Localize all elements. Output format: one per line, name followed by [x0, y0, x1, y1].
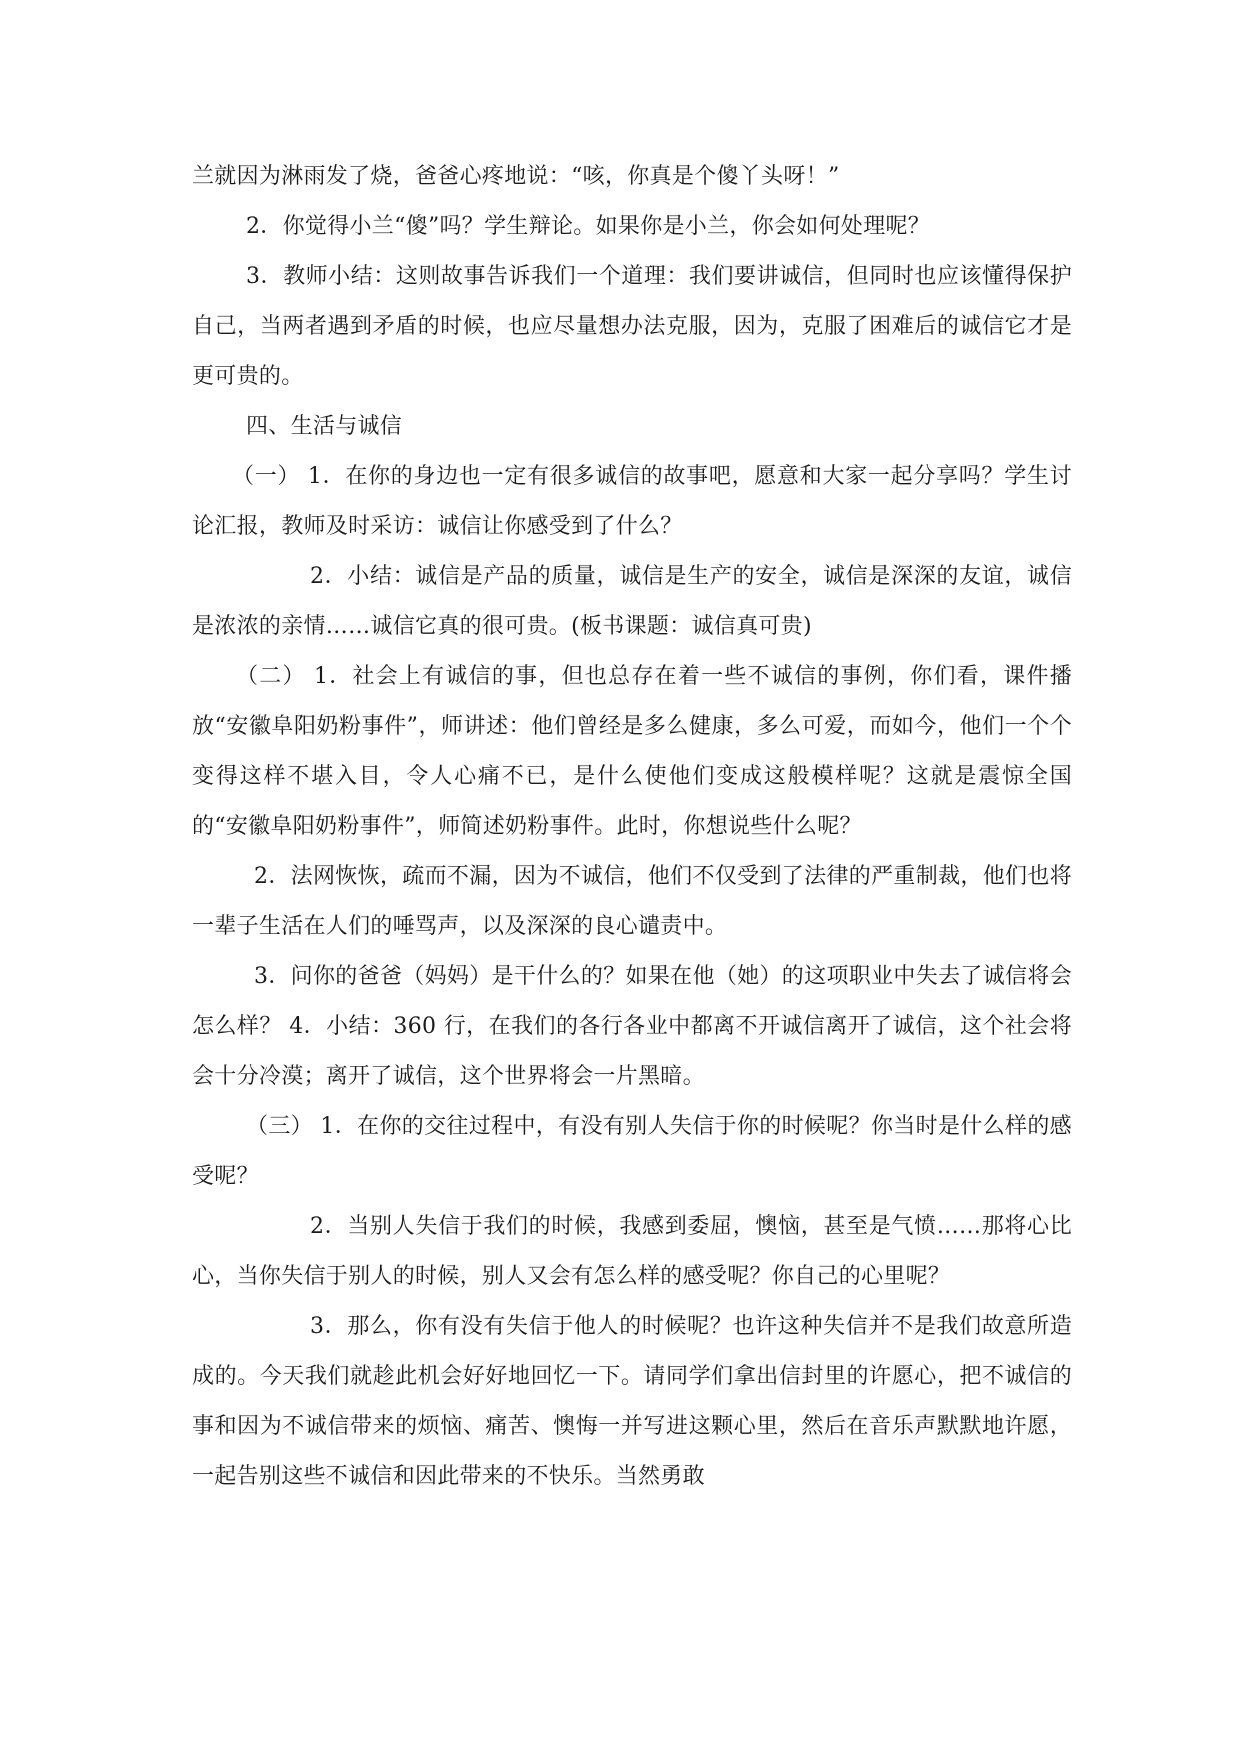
paragraph-8: 3．问你的爸爸（妈妈）是干什么的？如果在他（她）的这项职业中失去了诚信将会怎么样？ 4．小结：360 行，在我们的各行各业中都离不开诚信离开了诚信，这个社会将会十分冷漠；离开了诚信，这个世界将会一片黑暗。	[192, 964, 1072, 1089]
paragraph-1: 兰就因为淋雨发了烧，爸爸心疼地说：“咳，你真是个傻丫头呀！”	[192, 164, 840, 189]
section-heading: 四、生活与诚信	[246, 414, 403, 439]
paragraph-5: 2．小结：诚信是产品的质量，诚信是生产的安全，诚信是深深的友谊，诚信是浓浓的亲情……诚信它真的很可贵。(板书课题：诚信真可贵)	[192, 564, 1072, 639]
paragraph-3: 3．教师小结：这则故事告诉我们一个道理：我们要讲诚信，但同时也应该懂得保护自己，当两者遇到矛盾的时候，也应尽量想办法克服，因为，克服了困难后的诚信它才是更可贵的。	[192, 264, 1072, 389]
document-body	[192, 152, 1072, 1502]
paragraph-10: 2．当别人失信于我们的时候，我感到委屈，懊恼，甚至是气愤……那将心比心，当你失信于别人的时候，别人又会有怎么样的感受呢？你自己的心里呢？	[192, 1214, 1072, 1289]
paragraph-2: 2．你觉得小兰“傻”吗？学生辩论。如果你是小兰，你会如何处理呢？	[246, 214, 931, 239]
paragraph-7: 2．法网恢恢，疏而不漏，因为不诚信，他们不仅受到了法律的严重制裁，他们也将一辈子生活在人们的唾骂声，以及深深的良心谴责中。	[192, 864, 1072, 939]
paragraph-11: 3．那么，你有没有失信于他人的时候呢？也许这种失信并不是我们故意所造成的。今天我们就趁此机会好好地回忆一下。请同学们拿出信封里的许愿心，把不诚信的事和因为不诚信带来的烦恼、痛苦、懊悔一并写进这颗心里，然后在音乐声默默地许愿，一起告别这些不诚信和因此带来的不快乐。当然勇敢	[192, 1314, 1072, 1489]
paragraph-6: （二） 1．社会上有诚信的事，但也总存在着一些不诚信的事例，你们看，课件播放“安徽阜阳奶粉事件”，师讲述：他们曾经是多么健康，多么可爱，而如今，他们一个个变得这样不堪入目，令人心痛不已，是什么使他们变成这般模样呢？这就是震惊全国的“安徽阜阳奶粉事件”，师简述奶粉事件。此时，你想说些什么呢？	[192, 664, 1072, 839]
paragraph-4: （一） 1．在你的身边也一定有很多诚信的故事吧，愿意和大家一起分享吗？学生讨论汇报，教师及时采访：诚信让你感受到了什么？	[192, 464, 1072, 539]
paragraph-9: （三） 1．在你的交往过程中，有没有别人失信于你的时候呢？你当时是什么样的感受呢？	[192, 1114, 1072, 1189]
